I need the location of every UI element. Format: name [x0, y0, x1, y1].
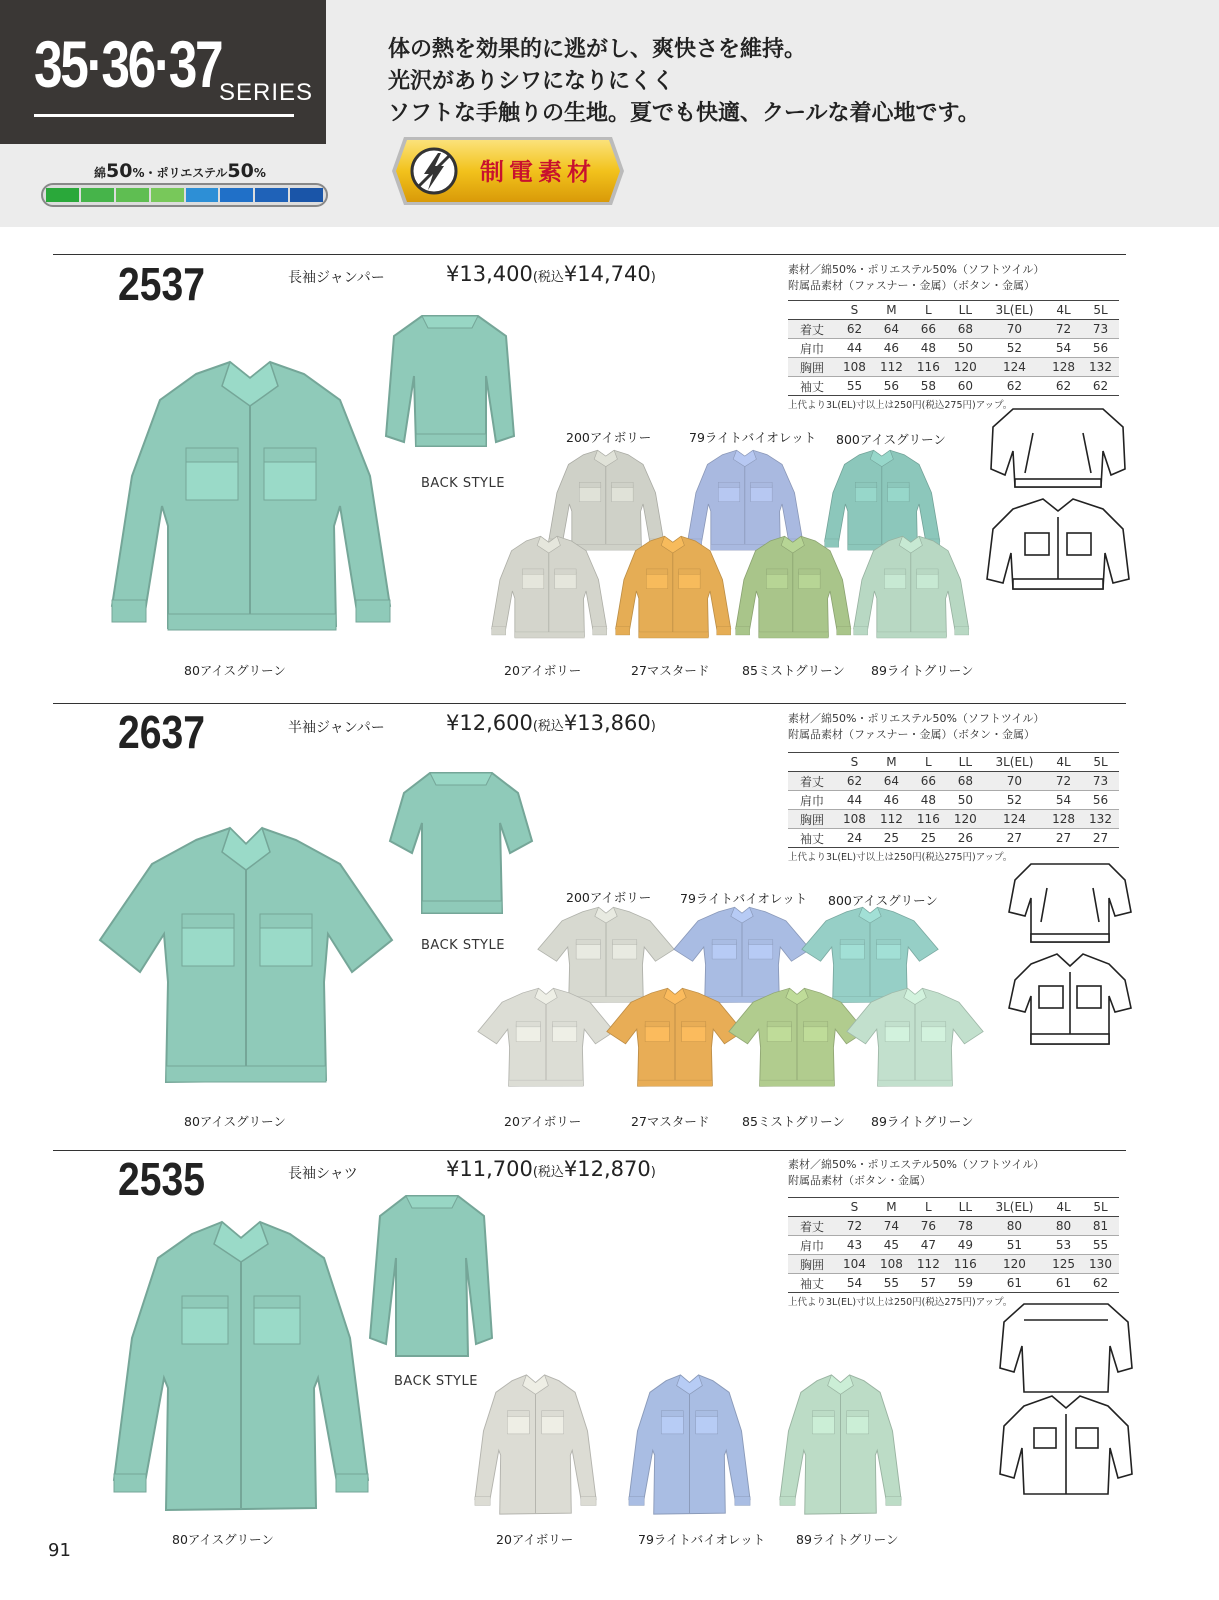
tax-label: (税込: [532, 719, 564, 734]
series-underline: [34, 114, 294, 117]
size-table: [788, 300, 1119, 396]
material-line: 素材／綿50%・ポリエステル50%（ソフトツイル）: [788, 263, 1045, 276]
long-jacket-s-drawing: [616, 536, 731, 638]
price-note: 上代より3L(EL)寸以上は250円(税込275円)アップ。: [788, 852, 1013, 863]
size-cell: 60: [947, 377, 984, 396]
size-cell: 62: [836, 320, 873, 339]
size-cell: 58: [910, 377, 947, 396]
size-header-cell: L: [910, 753, 947, 772]
size-cell: 54: [1045, 339, 1082, 358]
size-cell: 56: [873, 377, 910, 396]
fabric-cotton-pct: 50: [106, 160, 133, 182]
lightning-icon: [412, 149, 456, 193]
size-header-cell: S: [836, 301, 873, 320]
price-note: 上代より3L(EL)寸以上は250円(税込275円)アップ。: [788, 400, 1013, 411]
product-name: 長袖シャツ: [288, 1166, 358, 1182]
size-row-label: 着丈: [788, 320, 836, 339]
size-cell: 46: [873, 339, 910, 358]
color-caption: 89ライトグリーン: [871, 663, 974, 678]
size-cell: 55: [873, 1274, 910, 1293]
color-caption: 79ライトバイオレット: [689, 430, 817, 445]
size-header-cell: 4L: [1045, 753, 1082, 772]
size-cell: 128: [1045, 358, 1082, 377]
size-header-cell: S: [836, 753, 873, 772]
size-cell: 108: [873, 1255, 910, 1274]
fabric-suffix: %: [253, 166, 266, 180]
material-line: 素材／綿50%・ポリエステル50%（ソフトツイル）: [788, 712, 1045, 725]
color-variant-image: [476, 986, 616, 1094]
size-row: [788, 791, 1119, 810]
fabric-bar-segment: [186, 188, 219, 202]
size-row-label: 胸囲: [788, 358, 836, 377]
size-cell: 72: [836, 1217, 873, 1236]
size-cell: 78: [947, 1217, 984, 1236]
size-cell: 104: [836, 1255, 873, 1274]
size-row-label: 肩巾: [788, 339, 836, 358]
material-line: 附属品素材（ファスナー・金属）（ボタン・金属）: [788, 279, 1036, 292]
size-row-label: 着丈: [788, 1217, 836, 1236]
size-header-cell: M: [873, 301, 910, 320]
line-shirt-drawing: [1000, 1304, 1132, 1494]
product-price: [446, 711, 656, 735]
size-cell: 132: [1082, 358, 1119, 377]
size-cell: 62: [1082, 1274, 1119, 1293]
series-title-box: [0, 0, 326, 144]
material-line: 素材／綿50%・ポリエステル50%（ソフトツイル）: [788, 1158, 1045, 1171]
size-cell: 25: [910, 829, 947, 848]
color-caption: 27マスタード: [631, 663, 710, 678]
size-cell: 72: [1045, 772, 1082, 791]
size-cell: 62: [1082, 377, 1119, 396]
size-cell: 112: [910, 1255, 947, 1274]
main-garment-image: [108, 356, 393, 651]
line-drawing-image: [996, 1298, 1136, 1498]
size-header-cell: 5L: [1082, 1198, 1119, 1217]
tagline-line: ソフトな手触りの生地。夏でも快適、クールな着心地です。: [388, 101, 980, 126]
size-header-cell: M: [873, 753, 910, 772]
size-cell: 54: [1045, 791, 1082, 810]
tagline-line: 体の熱を効果的に逃がし、爽快さを維持。: [388, 37, 807, 62]
size-cell: 73: [1082, 320, 1119, 339]
price-note: 上代より3L(EL)寸以上は250円(税込275円)アップ。: [788, 1297, 1013, 1308]
size-header-cell: 5L: [1082, 301, 1119, 320]
section-divider: [53, 254, 1126, 255]
price-value: ¥11,700: [446, 1157, 533, 1181]
color-caption: 20アイボリー: [504, 663, 582, 678]
size-cell: 46: [873, 791, 910, 810]
color-variant-image: [490, 534, 608, 646]
size-header-cell: LL: [947, 301, 984, 320]
color-caption: 20アイボリー: [496, 1532, 574, 1547]
material-line: 附属品素材（ボタン・金属）: [788, 1174, 931, 1187]
series-header: [0, 0, 1219, 227]
product-price: [446, 262, 656, 286]
tax-close: ): [650, 719, 656, 734]
size-header-row: [788, 753, 1119, 772]
size-cell: 68: [947, 320, 984, 339]
size-header-cell: 3L(EL): [984, 301, 1045, 320]
size-cell: 57: [910, 1274, 947, 1293]
price-value: ¥13,400: [446, 262, 533, 286]
color-caption: 89ライトグリーン: [796, 1532, 899, 1547]
size-row-label: 袖丈: [788, 377, 836, 396]
shirt-back-drawing: [370, 1196, 492, 1356]
fabric-composition: [94, 160, 266, 182]
size-cell: 112: [873, 810, 910, 829]
short-jacket-s-drawing: [847, 988, 983, 1086]
main-garment-image: [110, 1218, 372, 1518]
color-caption: 80アイスグリーン: [184, 1114, 286, 1129]
color-caption: 800アイスグリーン: [828, 893, 938, 908]
color-caption: 85ミストグリーン: [742, 663, 845, 678]
fabric-bar-segment: [46, 188, 79, 202]
fabric-bar-segment: [151, 188, 184, 202]
size-header-cell: 3L(EL): [984, 1198, 1045, 1217]
size-cell: 120: [984, 1255, 1045, 1274]
section-divider: [53, 703, 1126, 704]
size-cell: 51: [984, 1236, 1045, 1255]
size-cell: 64: [873, 320, 910, 339]
tax-label: (税込: [532, 270, 564, 285]
size-cell: 44: [836, 339, 873, 358]
color-caption: 27マスタード: [631, 1114, 710, 1129]
long-shirt-s-drawing: [629, 1375, 750, 1514]
size-cell: 108: [836, 810, 873, 829]
back-style-image: [386, 763, 536, 923]
color-variant-image: [605, 986, 745, 1094]
size-cell: 49: [947, 1236, 984, 1255]
product-number: 2535: [118, 1153, 205, 1205]
back-style-label: BACK STYLE: [421, 938, 505, 953]
long-jacket-s-drawing: [736, 536, 851, 638]
size-row: [788, 829, 1119, 848]
size-cell: 50: [947, 339, 984, 358]
size-header-cell: 5L: [1082, 753, 1119, 772]
tax-price: ¥14,740: [563, 262, 651, 286]
size-row-label: 胸囲: [788, 810, 836, 829]
fabric-bar-segment: [255, 188, 288, 202]
short-jacket-s-drawing: [607, 988, 743, 1086]
size-row: [788, 1274, 1119, 1293]
size-cell: 125: [1045, 1255, 1082, 1274]
color-caption: 79ライトバイオレット: [638, 1532, 766, 1547]
line-long-drawing: [987, 409, 1129, 589]
page-number: 91: [48, 1540, 71, 1561]
series-number: 35·36·37: [34, 27, 222, 101]
color-caption: 80アイスグリーン: [184, 663, 286, 678]
size-row: [788, 1217, 1119, 1236]
size-cell: 120: [947, 358, 984, 377]
size-cell: 76: [910, 1217, 947, 1236]
size-cell: 62: [984, 377, 1045, 396]
size-cell: 80: [1045, 1217, 1082, 1236]
size-cell: 52: [984, 791, 1045, 810]
fabric-bar-segment: [81, 188, 114, 202]
size-cell: 50: [947, 791, 984, 810]
size-cell: 124: [984, 358, 1045, 377]
line-drawing-image: [1005, 858, 1135, 1048]
color-caption: 80アイスグリーン: [172, 1532, 274, 1547]
size-cell: 62: [1045, 377, 1082, 396]
line-drawing-image: [985, 403, 1131, 593]
color-variant-image: [734, 534, 852, 646]
size-cell: 64: [873, 772, 910, 791]
color-variant-image: [614, 534, 732, 646]
material-info: [788, 1157, 1044, 1189]
material-line: 附属品素材（ファスナー・金属）（ボタン・金属）: [788, 728, 1036, 741]
product-number: 2537: [118, 258, 205, 310]
size-cell: 59: [947, 1274, 984, 1293]
tax-close: ): [650, 270, 656, 285]
size-cell: 120: [947, 810, 984, 829]
size-header-cell: M: [873, 1198, 910, 1217]
size-cell: 74: [873, 1217, 910, 1236]
size-cell: 116: [910, 810, 947, 829]
size-row: [788, 377, 1119, 396]
size-cell: 48: [910, 791, 947, 810]
line-short-drawing: [1009, 864, 1131, 1044]
long-jacket-back: [386, 316, 514, 446]
size-cell: 55: [1082, 1236, 1119, 1255]
tax-label: (税込: [532, 1165, 564, 1180]
size-cell: 124: [984, 810, 1045, 829]
size-header-row: [788, 301, 1119, 320]
size-cell: 68: [947, 772, 984, 791]
color-caption: 85ミストグリーン: [742, 1114, 845, 1129]
product-name: 半袖ジャンパー: [288, 720, 385, 736]
size-header-cell: 4L: [1045, 301, 1082, 320]
size-row-label: 袖丈: [788, 829, 836, 848]
main-garment-image: [96, 822, 396, 1102]
size-cell: 73: [1082, 772, 1119, 791]
size-row-label: 肩巾: [788, 1236, 836, 1255]
size-header-cell: [788, 1198, 836, 1217]
size-cell: 26: [947, 829, 984, 848]
size-row: [788, 772, 1119, 791]
price-value: ¥12,600: [446, 711, 533, 735]
short-back-drawing: [390, 773, 532, 913]
material-info: [788, 262, 1044, 294]
fabric-bar-segment: [116, 188, 149, 202]
size-row-label: 袖丈: [788, 1274, 836, 1293]
size-cell: 25: [873, 829, 910, 848]
tagline-line: 光沢がありシワになりにくく: [388, 69, 675, 94]
back-style-label: BACK STYLE: [394, 1374, 478, 1389]
size-header-cell: 3L(EL): [984, 753, 1045, 772]
size-cell: 66: [910, 772, 947, 791]
color-variant-image: [627, 1373, 752, 1518]
size-row: [788, 1255, 1119, 1274]
size-row-label: 胸囲: [788, 1255, 836, 1274]
size-cell: 48: [910, 339, 947, 358]
product-name: 長袖ジャンパー: [288, 270, 385, 286]
back-style-image: [382, 306, 517, 456]
long-shirt-s-drawing: [475, 1375, 596, 1514]
color-caption: 89ライトグリーン: [871, 1114, 974, 1129]
size-cell: 61: [984, 1274, 1045, 1293]
color-caption: 800アイスグリーン: [836, 432, 946, 447]
size-cell: 43: [836, 1236, 873, 1255]
size-cell: 116: [947, 1255, 984, 1274]
long-jacket: [112, 362, 390, 630]
fabric-poly-pct: 50: [227, 160, 254, 182]
product-number: 2637: [118, 706, 205, 758]
size-row: [788, 1236, 1119, 1255]
size-header-cell: 4L: [1045, 1198, 1082, 1217]
size-cell: 44: [836, 791, 873, 810]
size-cell: 56: [1082, 791, 1119, 810]
size-cell: 24: [836, 829, 873, 848]
size-cell: 72: [1045, 320, 1082, 339]
size-cell: 47: [910, 1236, 947, 1255]
tax-close: ): [650, 1165, 656, 1180]
back-style-image: [366, 1188, 496, 1363]
size-cell: 27: [1045, 829, 1082, 848]
color-variant-image: [778, 1373, 903, 1518]
size-cell: 27: [1082, 829, 1119, 848]
size-cell: 52: [984, 339, 1045, 358]
color-variant-image: [852, 534, 970, 646]
size-cell: 53: [1045, 1236, 1082, 1255]
long-shirt-drawing: [114, 1222, 368, 1510]
size-row-label: 肩巾: [788, 791, 836, 810]
size-cell: 112: [873, 358, 910, 377]
size-cell: 56: [1082, 339, 1119, 358]
fabric-mid: %・ポリエステル: [132, 166, 228, 180]
color-caption: 200アイボリー: [566, 890, 652, 905]
size-cell: 128: [1045, 810, 1082, 829]
section-divider: [53, 1150, 1126, 1151]
product-price: [446, 1157, 656, 1181]
long-jacket-s-drawing: [854, 536, 969, 638]
size-header-cell: L: [910, 1198, 947, 1217]
size-cell: 130: [1082, 1255, 1119, 1274]
fabric-bar-segment: [290, 188, 323, 202]
back-style-label: BACK STYLE: [421, 476, 505, 491]
color-variant-image: [473, 1373, 598, 1518]
badge-label: 制電素材: [480, 157, 596, 186]
tax-price: ¥12,870: [563, 1157, 651, 1181]
size-header-row: [788, 1198, 1119, 1217]
material-info: [788, 711, 1044, 743]
size-cell: 70: [984, 320, 1045, 339]
size-cell: 54: [836, 1274, 873, 1293]
size-row: [788, 320, 1119, 339]
size-cell: 62: [836, 772, 873, 791]
size-cell: 45: [873, 1236, 910, 1255]
size-cell: 80: [984, 1217, 1045, 1236]
tax-price: ¥13,860: [563, 711, 651, 735]
size-header-cell: [788, 753, 836, 772]
size-cell: 66: [910, 320, 947, 339]
long-jacket-s-drawing: [492, 536, 607, 638]
color-caption: 79ライトバイオレット: [680, 891, 808, 906]
fabric-ratio-bar: [41, 183, 328, 207]
color-caption: 20アイボリー: [504, 1114, 582, 1129]
color-caption: 200アイボリー: [566, 430, 652, 445]
size-cell: 116: [910, 358, 947, 377]
size-table: [788, 752, 1119, 848]
size-header-cell: S: [836, 1198, 873, 1217]
size-row: [788, 810, 1119, 829]
size-cell: 81: [1082, 1217, 1119, 1236]
size-table: [788, 1197, 1119, 1293]
size-cell: 27: [984, 829, 1045, 848]
fabric-bar-segment: [220, 188, 253, 202]
size-row: [788, 358, 1119, 377]
size-cell: 108: [836, 358, 873, 377]
size-cell: 61: [1045, 1274, 1082, 1293]
short-jacket-s-drawing: [478, 988, 614, 1086]
size-header-cell: LL: [947, 753, 984, 772]
size-cell: 55: [836, 377, 873, 396]
size-header-cell: LL: [947, 1198, 984, 1217]
short-jacket-drawing: [100, 828, 392, 1082]
series-suffix: SERIES: [219, 79, 314, 106]
size-row: [788, 339, 1119, 358]
size-header-cell: [788, 301, 836, 320]
color-variant-image: [845, 986, 985, 1094]
fabric-prefix: 綿: [94, 166, 107, 180]
size-row-label: 着丈: [788, 772, 836, 791]
long-shirt-s-drawing: [780, 1375, 901, 1514]
tagline: [388, 34, 980, 130]
size-header-cell: L: [910, 301, 947, 320]
size-cell: 132: [1082, 810, 1119, 829]
size-cell: 70: [984, 772, 1045, 791]
